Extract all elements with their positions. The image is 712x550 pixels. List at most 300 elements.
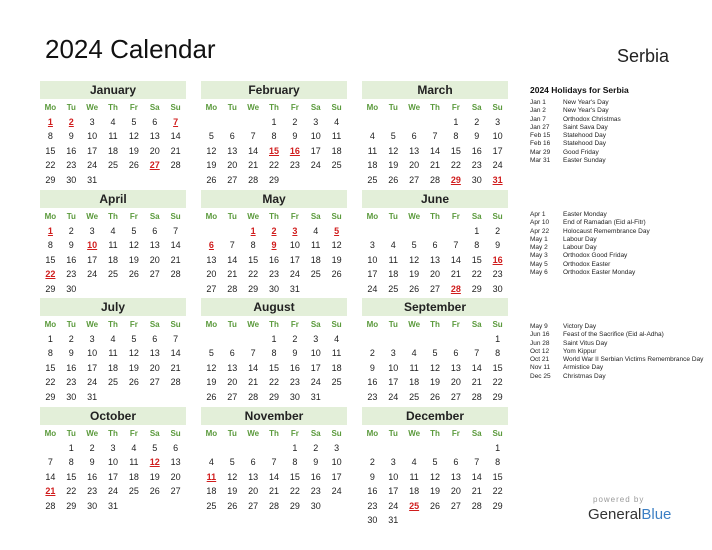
week-row [40,158,186,172]
weekday-label: Th [269,103,279,112]
day-cell: 30 [87,500,98,511]
day-cell: 26 [206,174,217,185]
day-cell: 22 [471,269,482,280]
holiday-name: Orthodox Good Friday [563,252,628,260]
weekday-label: Mo [366,103,379,112]
holiday-row [530,219,705,227]
holiday-day: 6 [208,240,214,251]
holiday-day: 28 [450,283,461,294]
day-cell: 7 [474,348,480,359]
month-name: June [362,190,508,208]
week-row [201,144,347,158]
weekday-label: Su [331,429,342,438]
holiday-row [530,236,705,244]
empty-day-cell [103,173,124,187]
week-row [201,173,347,187]
day-cell: 9 [369,362,375,373]
day-cell: 31 [310,391,321,402]
weekday-label: Fr [290,320,299,329]
day-cell: 15 [471,254,482,265]
week-row [362,375,508,389]
holiday-name: Statehood Day [563,140,607,148]
day-cell: 16 [367,486,378,497]
day-cell: 28 [170,160,181,171]
day-cell: 9 [68,131,74,142]
holiday-name: Saint Vitus Day [563,339,608,347]
weekday-label: Sa [149,320,160,329]
weekday-header [362,426,508,441]
weekday-label: Tu [388,103,398,112]
day-cell: 1 [495,443,501,453]
day-cell: 17 [331,471,342,482]
holiday-name: Labour Day [563,235,597,243]
day-cell: 29 [289,500,300,511]
day-cell: 17 [87,362,98,373]
weekday-label: Su [492,103,503,112]
weekday-label: Fr [451,103,460,112]
holiday-date: May 2 [530,244,548,252]
weekday-label: Sa [310,429,321,438]
day-cell: 30 [66,174,77,185]
day-cell: 19 [331,254,342,265]
empty-day-cell [466,513,487,527]
holiday-group [530,85,705,165]
weekday-label: Su [492,212,503,221]
empty-day-cell [144,173,165,187]
day-cell: 11 [108,240,118,251]
day-cell: 26 [206,391,217,402]
empty-day-cell [222,441,243,455]
holiday-row [530,252,705,260]
day-cell: 7 [173,334,179,344]
month-october [40,407,186,513]
day-cell: 14 [471,362,482,373]
weekday-label: We [408,103,421,112]
holiday-date: Jan 1 [530,99,546,106]
day-cell: 21 [269,486,280,497]
empty-day-cell [362,441,383,455]
day-cell: 20 [450,486,461,497]
week-row [40,332,186,346]
holiday-name: Statehood Day [563,132,607,140]
day-cell: 24 [87,377,98,388]
day-cell: 15 [269,362,280,373]
day-cell: 21 [248,160,259,171]
day-cell: 15 [492,471,503,482]
day-cell: 12 [128,131,139,142]
day-cell: 26 [388,174,399,185]
day-cell: 24 [289,269,300,280]
day-cell: 13 [248,471,259,482]
holiday-date: May 6 [530,269,548,277]
day-cell: 21 [248,377,259,388]
day-cell: 12 [206,362,217,373]
empty-day-cell [165,173,186,187]
day-cell: 28 [170,269,181,280]
day-cell: 2 [474,117,480,127]
empty-day-cell [123,499,144,513]
day-cell: 13 [227,362,238,373]
weekday-label: Th [108,212,118,221]
day-cell: 1 [495,334,501,344]
holiday-group [530,323,705,381]
week-row [40,282,186,296]
day-cell: 10 [388,362,399,373]
day-cell: 12 [388,145,399,156]
holiday-row [530,107,705,115]
day-cell: 12 [128,348,139,359]
holiday-date: May 5 [530,260,548,268]
day-cell: 23 [87,486,98,497]
week-row [201,267,347,281]
day-cell: 9 [292,348,298,359]
empty-day-cell [404,332,425,346]
powered-by-text: powered by [593,495,645,504]
day-cell: 13 [149,240,160,251]
day-cell: 3 [313,117,319,127]
weekday-label: Sa [471,103,482,112]
day-cell: 10 [310,348,321,359]
day-cell: 16 [367,377,378,388]
weekday-label: We [247,429,260,438]
holiday-row [530,124,705,132]
weekday-label: Tu [227,429,237,438]
day-cell: 9 [474,131,480,142]
day-cell: 18 [367,160,378,171]
day-cell: 20 [149,145,160,156]
day-cell: 14 [269,471,280,482]
day-cell: 4 [411,457,417,468]
holiday-day: 29 [450,174,461,185]
day-cell: 11 [409,471,419,482]
week-row [40,361,186,375]
day-cell: 19 [430,486,441,497]
day-cell: 27 [227,391,238,402]
empty-day-cell [40,441,61,455]
day-cell: 29 [248,283,259,294]
day-cell: 12 [430,362,441,373]
day-cell: 5 [208,348,214,359]
day-cell: 4 [334,334,340,344]
day-cell: 18 [310,254,321,265]
holiday-name: Armistice Day [563,364,604,372]
week-row [201,224,347,238]
day-cell: 1 [271,334,277,344]
weekday-label: Tu [227,103,237,112]
day-cell: 8 [271,131,277,142]
day-cell: 6 [411,131,417,142]
day-cell: 13 [430,254,441,265]
weekday-header [201,317,347,332]
day-cell: 16 [66,254,77,265]
weekday-label: We [86,103,99,112]
weekday-label: Su [331,103,342,112]
day-cell: 3 [89,334,95,344]
day-cell: 20 [149,362,160,373]
empty-day-cell [305,173,326,187]
day-cell: 12 [206,145,217,156]
holiday-date: Feb 15 [530,132,551,140]
day-cell: 22 [289,486,300,497]
empty-day-cell [466,441,487,455]
empty-day-cell [201,441,222,455]
weekday-label: Mo [44,429,57,438]
day-cell: 14 [170,240,181,251]
weekday-label: Th [269,212,279,221]
day-cell: 21 [170,362,181,373]
day-cell: 18 [206,486,217,497]
empty-day-cell [425,115,446,129]
day-cell: 11 [388,254,398,265]
day-cell: 22 [492,486,503,497]
weekday-label: We [247,103,260,112]
day-cell: 8 [453,131,459,142]
empty-day-cell [425,332,446,346]
weekday-label: Th [430,212,440,221]
empty-day-cell [144,282,165,296]
weekday-header [362,100,508,115]
holiday-row [530,348,705,356]
day-cell: 30 [492,283,503,294]
week-row [40,115,186,129]
day-cell: 11 [331,131,342,142]
day-cell: 13 [170,457,181,468]
week-row [362,441,508,455]
day-cell: 14 [170,348,181,359]
week-row [362,390,508,404]
week-row [362,332,508,346]
day-cell: 17 [108,471,119,482]
day-cell: 14 [227,254,238,265]
weekday-label: Tu [66,212,76,221]
day-cell: 24 [388,391,399,402]
holiday-day: 10 [87,240,98,251]
weekday-header [40,209,186,224]
week-row [201,484,347,498]
day-cell: 24 [87,160,98,171]
empty-day-cell [425,513,446,527]
weekday-header [40,426,186,441]
day-cell: 27 [227,174,238,185]
holiday-name: Easter Monday [563,211,607,218]
day-cell: 26 [227,500,238,511]
week-row [40,144,186,158]
day-cell: 23 [471,160,482,171]
holiday-name: End of Ramadan (Eid al-Fitr) [563,219,646,227]
holiday-day: 22 [45,269,56,280]
month-name: April [40,190,186,208]
day-cell: 20 [409,160,420,171]
month-name: October [40,407,186,425]
empty-day-cell [144,499,165,513]
day-cell: 26 [409,283,420,294]
day-cell: 10 [310,131,321,142]
holiday-row [530,116,705,124]
empty-day-cell [466,332,487,346]
day-cell: 8 [68,457,74,468]
holiday-name: New Year's Day [563,107,609,115]
day-cell: 19 [388,160,399,171]
weekday-header [362,209,508,224]
empty-day-cell [404,115,425,129]
weekday-label: We [86,320,99,329]
day-cell: 8 [47,131,53,142]
week-row [40,346,186,360]
holiday-row [530,356,705,364]
holiday-row [530,211,705,219]
day-cell: 28 [248,174,259,185]
day-cell: 20 [206,269,217,280]
week-row [362,282,508,296]
empty-day-cell [123,282,144,296]
day-cell: 22 [450,160,461,171]
holiday-day: 2 [68,117,74,127]
day-cell: 6 [250,457,256,468]
day-cell: 24 [310,377,321,388]
day-cell: 1 [292,443,298,453]
holiday-name: Christmas Day [563,372,606,380]
day-cell: 18 [128,471,139,482]
weekday-label: Fr [290,103,299,112]
day-cell: 25 [331,377,342,388]
week-row [40,455,186,469]
day-cell: 16 [269,254,280,265]
weekday-label: Th [108,320,118,329]
holiday-row [530,261,705,269]
day-cell: 3 [334,443,340,453]
day-cell: 21 [227,269,238,280]
day-cell: 4 [110,226,116,236]
week-row [362,224,508,238]
weekday-label: Tu [66,103,76,112]
day-cell: 19 [430,377,441,388]
day-cell: 27 [409,174,420,185]
day-cell: 17 [310,362,321,373]
day-cell: 7 [271,457,277,468]
weekday-label: Th [108,429,118,438]
holiday-date: May 3 [530,252,548,260]
day-cell: 24 [492,160,503,171]
holiday-name: Feast of the Sacrifice (Eid al-Adha) [563,331,664,339]
holiday-date: May 9 [530,323,548,330]
day-cell: 9 [89,457,95,468]
holiday-name: Easter Sunday [563,157,606,165]
day-cell: 8 [495,457,501,468]
day-cell: 12 [331,240,342,251]
week-row [201,390,347,404]
empty-day-cell [123,390,144,404]
day-cell: 23 [289,377,300,388]
day-cell: 6 [229,348,235,359]
weekday-label: Mo [205,429,218,438]
day-cell: 14 [45,471,56,482]
day-cell: 22 [66,486,77,497]
holiday-day: 12 [149,457,160,468]
empty-day-cell [326,499,347,513]
day-cell: 14 [248,362,259,373]
empty-day-cell [445,441,466,455]
day-cell: 1 [453,117,459,127]
day-cell: 4 [110,334,116,344]
day-cell: 30 [310,500,321,511]
week-row [201,332,347,346]
day-cell: 23 [66,160,77,171]
week-row [201,253,347,267]
empty-day-cell [445,513,466,527]
day-cell: 15 [45,362,56,373]
day-cell: 5 [432,348,438,359]
day-cell: 9 [495,240,501,251]
day-cell: 30 [66,283,77,294]
week-row [201,470,347,484]
day-cell: 8 [495,348,501,359]
day-cell: 16 [87,471,98,482]
day-cell: 14 [471,471,482,482]
day-cell: 4 [411,348,417,359]
day-cell: 30 [289,391,300,402]
day-cell: 4 [334,117,340,127]
day-cell: 7 [474,457,480,468]
weekday-label: Sa [310,320,321,329]
weekday-label: Mo [44,212,57,221]
day-cell: 27 [430,283,441,294]
day-cell: 20 [149,254,160,265]
day-cell: 16 [66,145,77,156]
empty-day-cell [425,224,446,238]
weekday-label: Su [492,320,503,329]
week-row [40,470,186,484]
month-november [201,407,347,513]
day-cell: 15 [66,471,77,482]
weekday-label: Mo [366,320,379,329]
week-row [362,238,508,252]
brand-logo[interactable] [588,506,671,523]
empty-day-cell [425,441,446,455]
day-cell: 3 [110,443,116,453]
empty-day-cell [284,173,305,187]
holiday-day: 16 [492,254,503,265]
weekday-label: Fr [129,429,138,438]
weekday-label: Mo [366,429,379,438]
day-cell: 1 [271,117,277,127]
holiday-date: Apr 10 [530,219,550,227]
day-cell: 23 [310,486,321,497]
day-cell: 18 [331,145,342,156]
day-cell: 24 [108,486,119,497]
week-row [362,144,508,158]
weekday-label: We [247,212,260,221]
day-cell: 28 [269,500,280,511]
day-cell: 1 [47,334,53,344]
weekday-label: Tu [388,320,398,329]
weekday-header [362,317,508,332]
day-cell: 3 [89,226,95,236]
holiday-date: Jan 27 [530,123,550,131]
weekday-label: Fr [451,212,460,221]
empty-day-cell [383,115,404,129]
week-row [40,224,186,238]
day-cell: 28 [471,391,482,402]
holiday-row [530,132,705,140]
day-cell: 25 [409,391,420,402]
empty-day-cell [326,282,347,296]
day-cell: 15 [450,145,461,156]
day-cell: 17 [310,145,321,156]
week-row [362,115,508,129]
holiday-date: Nov 11 [530,364,551,372]
month-name: September [362,298,508,316]
day-cell: 27 [450,500,461,511]
